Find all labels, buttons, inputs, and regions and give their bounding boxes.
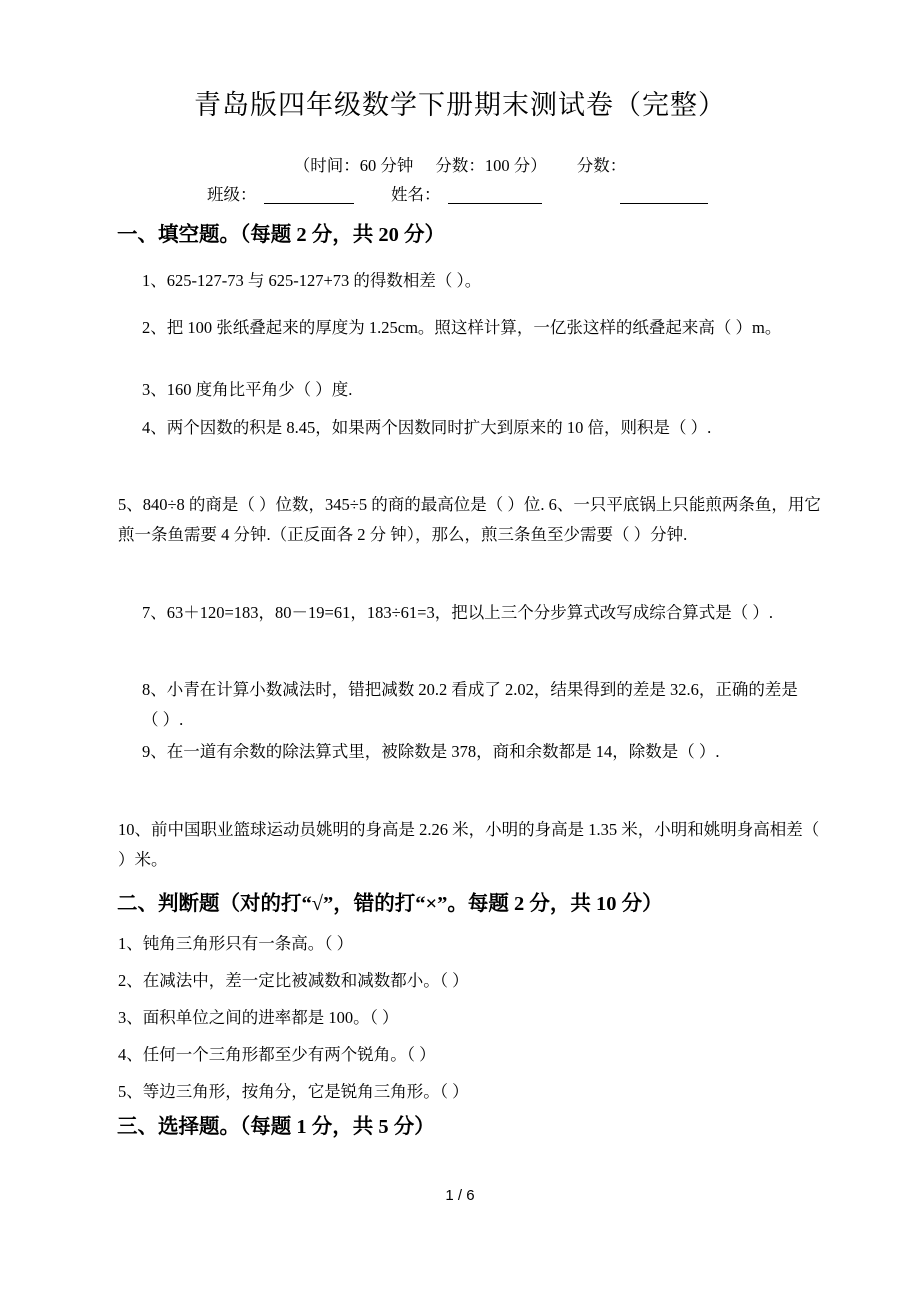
score-input-blank[interactable] — [620, 183, 708, 204]
class-input-blank[interactable] — [264, 183, 354, 204]
student-identity-row — [0, 183, 920, 211]
score-field-label: 分数： — [576, 156, 627, 175]
question-fill-8: 8、小青在计算小数减法时，错把减数 20.2 看成了 2.02，结果得到的差是 32.6，正确的差是（ ）. — [142, 680, 798, 729]
section-heading-multiple-choice: 三、选择题。（每题 1 分，共 5 分） — [117, 1116, 435, 1138]
class-label: 班级： — [207, 185, 257, 204]
page-title: 青岛版四年级数学下册期末测试卷（完整） — [194, 90, 726, 120]
question-fill-1: 1、625-127-73 与 625-127+73 的得数相差（ ）。 — [142, 271, 482, 290]
exam-total-score-label: 分数：100 分） — [435, 156, 547, 175]
question-fill-5: 5、840÷8 的商是（ ）位数，345÷5 的商的最高位是（ ）位. 6、一只平底锅上只能煎两条鱼，用它煎一条鱼需要 4 分钟.（正反面各 2 分 钟），那么，煎三条鱼至少需要（ ）分钟. — [118, 495, 821, 544]
name-label: 姓名： — [391, 185, 441, 204]
section-heading-fill-in-the-blank: 一、填空题。（每题 2 分，共 20 分） — [117, 224, 445, 246]
question-fill-10: 10、前中国职业篮球运动员姚明的身高是 2.26 米，小明的身高是 1.35 米，小明和姚明身高相差（ ）米。 — [118, 820, 820, 869]
question-judge-4: 4、任何一个三角形都至少有两个锐角。（ ） — [118, 1045, 436, 1064]
question-judge-3: 3、面积单位之间的进率都是 100。（ ） — [118, 1008, 399, 1027]
question-fill-7: 7、63＋120=183，80－19=61，183÷61=3，把以上三个分步算式改写成综合算式是（ ）. — [142, 603, 773, 622]
exam-duration-label: （时间：60 分钟 — [293, 156, 414, 175]
name-input-blank[interactable] — [448, 183, 542, 204]
question-fill-4: 4、两个因数的积是 8.45，如果两个因数同时扩大到原来的 10 倍，则积是（ ）. — [142, 418, 712, 437]
section-heading-true-or-false: 二、判断题（对的打“√”，错的打“×”。每题 2 分，共 10 分） — [117, 893, 663, 915]
question-judge-2: 2、在减法中，差一定比被减数和减数都小。（ ） — [118, 971, 469, 990]
page-number-footer: 1 / 6 — [445, 1187, 475, 1204]
question-fill-9: 9、在一道有余数的除法算式里，被除数是 378，商和余数都是 14，除数是（ ）. — [142, 742, 720, 761]
question-judge-1: 1、钝角三角形只有一条高。（ ） — [118, 934, 354, 953]
question-fill-3: 3、160 度角比平角少（ ）度. — [142, 380, 353, 399]
question-fill-2: 2、把 100 张纸叠起来的厚度为 1.25cm。照这样计算，一亿张这样的纸叠起来高（ ）m。 — [142, 318, 782, 337]
exam-meta-line — [0, 154, 920, 178]
question-judge-5: 5、等边三角形，按角分，它是锐角三角形。（ ） — [118, 1082, 469, 1101]
